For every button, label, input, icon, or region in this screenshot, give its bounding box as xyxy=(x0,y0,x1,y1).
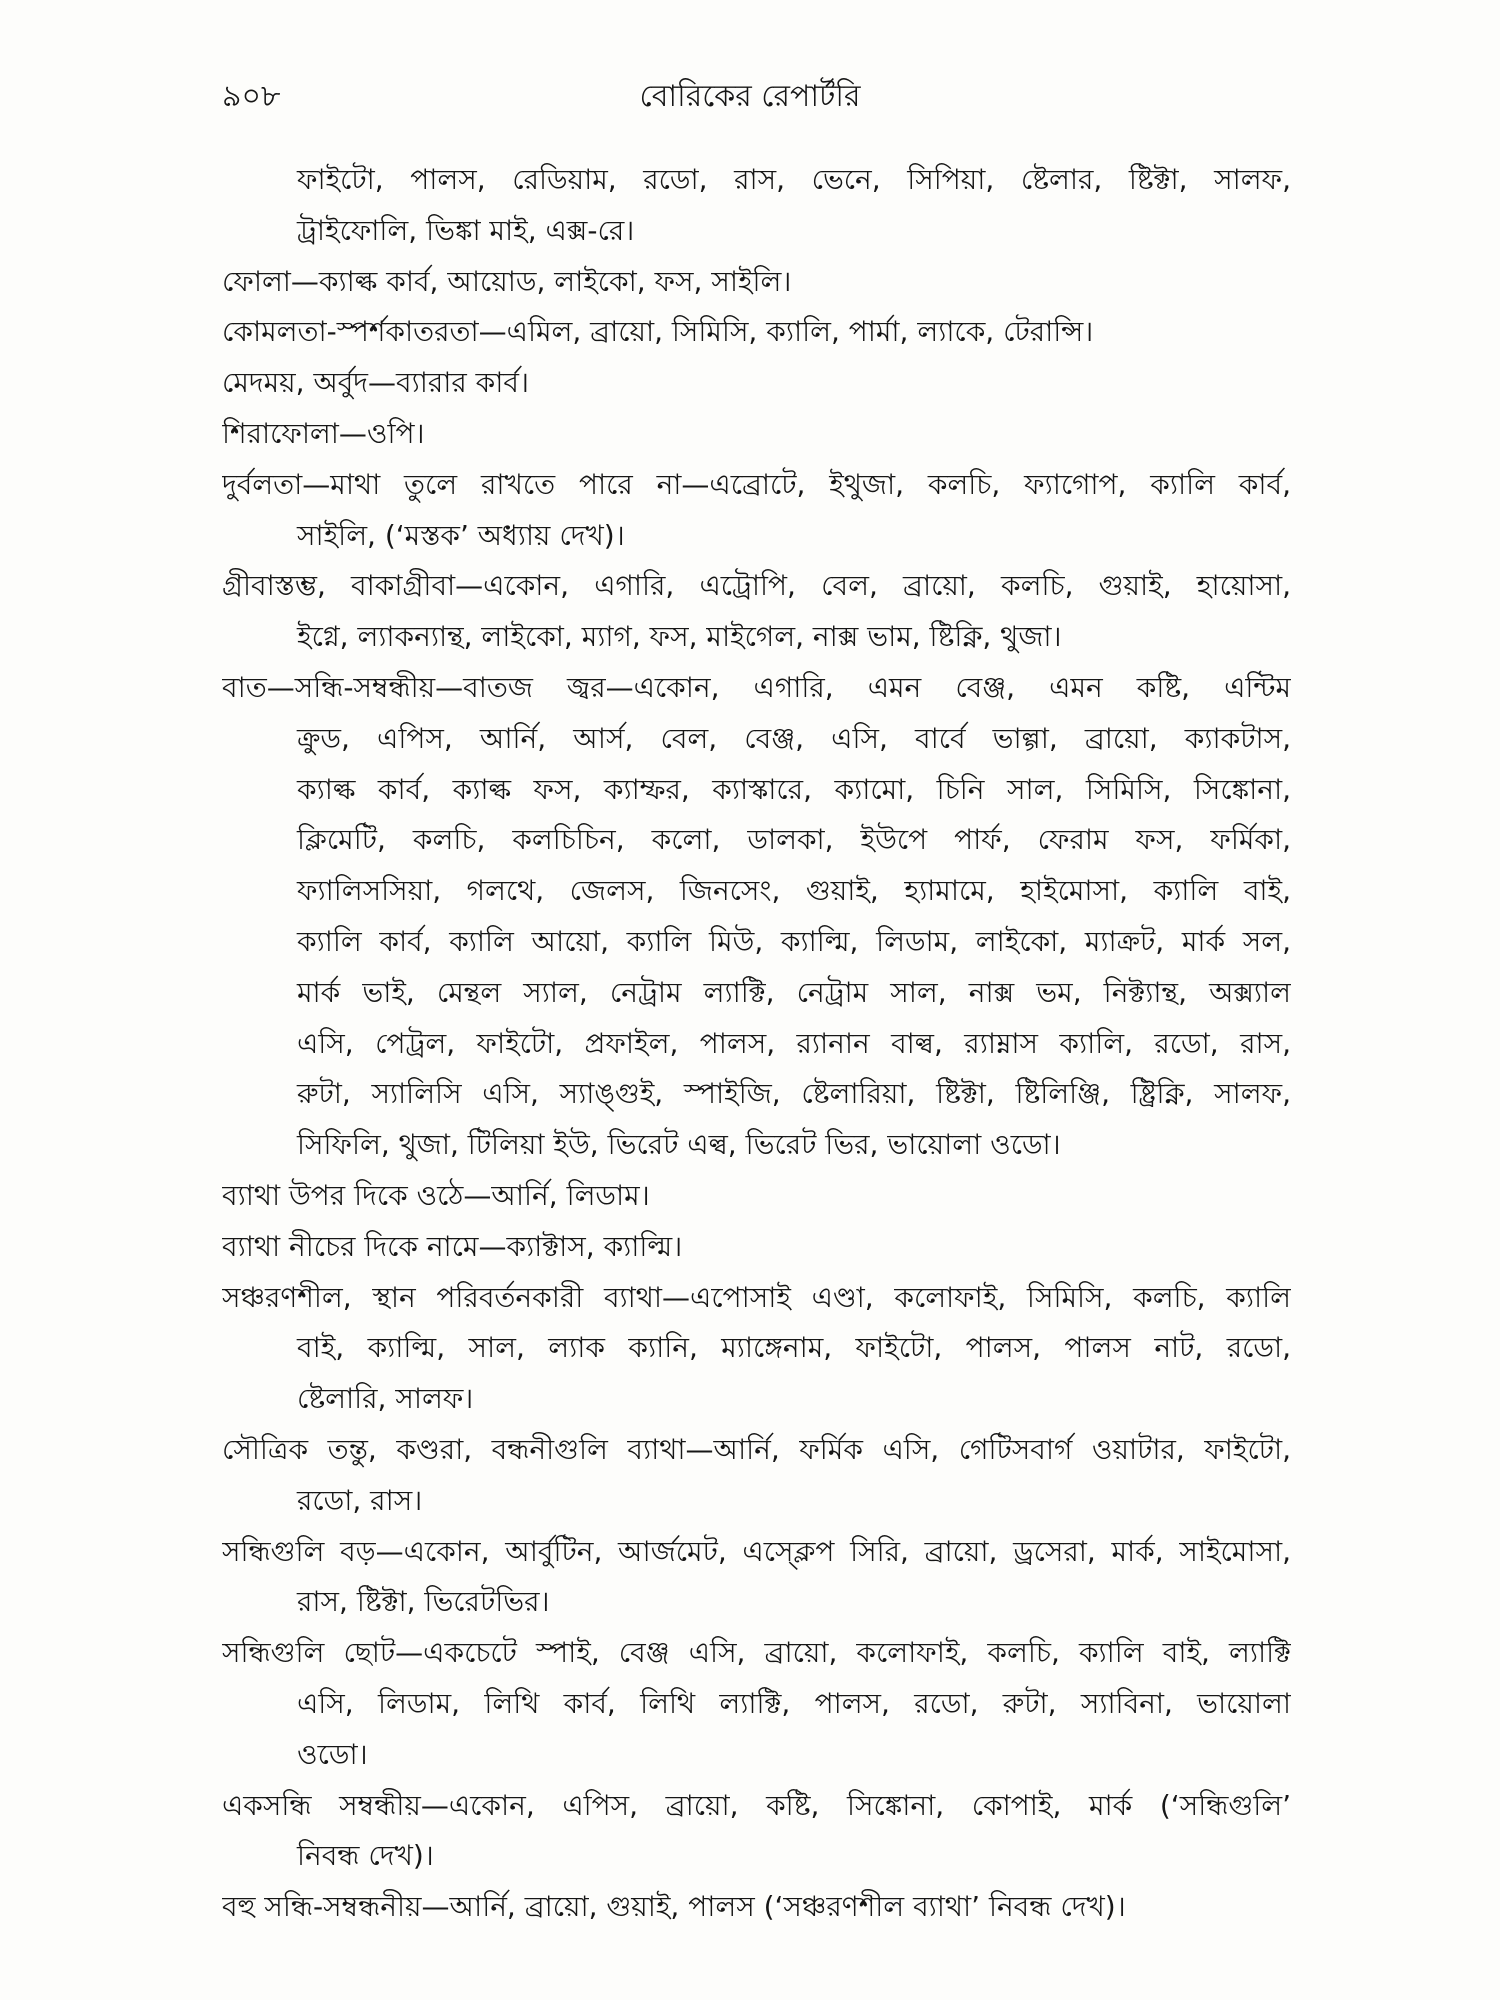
entry-line: ফ্যালিসসিয়া, গলথে, জেলস, জিনসেং, গুয়াই, হ্যামামে, হাইমোসা, ক্যালি বাই, xyxy=(297,874,1291,908)
entry-line: গ্রীবাস্তম্ভ, বাকাগ্রীবা—একোন, এগারি, এট্রোপি, বেল, ব্রায়ো, কলচি, গুয়াই, হায়োসা, xyxy=(222,569,1291,603)
repertory-entry xyxy=(222,155,1291,257)
entry-line: ফাইটো, পালস, রেডিয়াম, রডো, রাস, ভেনে, সিপিয়া, ষ্টেলার, ষ্টিক্টা, সালফ, xyxy=(297,163,1291,196)
repertory-entry xyxy=(222,257,1291,308)
repertory-entry xyxy=(222,1628,1291,1780)
repertory-entry xyxy=(222,1273,1291,1425)
entry-line: এসি, লিডাম, লিথি কার্ব, লিথি ল্যাক্টি, পালস, রডো, রুটা, স্যাবিনা, ভায়োলা xyxy=(297,1686,1291,1720)
repertory-entry xyxy=(222,409,1291,460)
entry-line: ষ্টেলারি, সালফ। xyxy=(297,1382,474,1416)
entry-line: একসন্ধি সম্বন্ধীয়—একোন, এপিস, ব্রায়ো, কষ্টি, সিঙ্কোনা, কোপাই, মার্ক (‘সন্ধিগুলি’ xyxy=(222,1788,1291,1822)
repertory-entry xyxy=(222,1781,1291,1883)
entry-line: সন্ধিগুলি বড়—একোন, আর্বুটিন, আর্জমেট, এস্ক্লেপ সিরি, ব্রায়ো, ড্রসেরা, মার্ক, সাইমোসা, xyxy=(222,1534,1291,1568)
entry-line: ফোলা—ক্যাল্ক কার্ব, আয়োড, লাইকো, ফস, সাইলি। xyxy=(222,264,792,298)
repertory-entry xyxy=(222,561,1291,663)
entry-line: ব্যাথা উপর দিকে ওঠে—আর্নি, লিডাম। xyxy=(222,1178,650,1212)
entry-line: সিফিলি, থুজা, টিলিয়া ইউ, ভিরেট এল্ব, ভিরেট ভির, ভায়োলা ওডো। xyxy=(297,1128,1061,1162)
page-number: ৯০৮ xyxy=(222,79,281,114)
repertory-entry xyxy=(222,1171,1291,1222)
entry-line: রডো, রাস। xyxy=(297,1483,423,1517)
entry-line: মার্ক ভাই, মেন্থল স্যাল, নেট্রাম ল্যাক্টি, নেট্রাম সাল, নাক্স ভম, নিক্ট্যান্থ, অক্স্যাল xyxy=(297,975,1291,1009)
entry-line: শিরাফোলা—ওপি। xyxy=(222,416,425,450)
entry-line: সন্ধিগুলি ছোট—একচেটে স্পাই, বেঞ্জ এসি, ব্রায়ো, কলোফাই, কলচি, ক্যালি বাই, ল্যাক্টি xyxy=(222,1636,1291,1670)
entry-line: বাই, ক্যাল্মি, সাল, ল্যাক ক্যানি, ম্যাঙ্গেনাম, ফাইটো, পালস, পালস নাট, রডো, xyxy=(297,1331,1291,1365)
entry-line: ইগ্নে, ল্যাকন্যান্থ, লাইকো, ম্যাগ, ফস, মাইগেল, নাক্স ভাম, ষ্টিক্নি, থুজা। xyxy=(297,620,1062,654)
entry-line: বহু সন্ধি-সম্বন্ধনীয়—আর্নি, ব্রায়ো, গুয়াই, পালস (‘সঞ্চরণশীল ব্যাথা’ নিবন্ধ দেখ)। xyxy=(222,1890,1126,1924)
repertory-entry xyxy=(222,663,1291,1171)
entry-line: ওডো। xyxy=(297,1737,368,1771)
entry-line: সঞ্চরণশীল, স্থান পরিবর্তনকারী ব্যাথা—এপোসাই এণ্ডা, কলোফাই, সিমিসি, কলচি, ক্যালি xyxy=(222,1280,1291,1314)
running-title: বোরিকের রেপার্টরি xyxy=(639,79,861,114)
entry-line: এসি, পেট্রল, ফাইটো, প্রফাইল, পালস, র‍্যানান বাল্ব, র‍্যাম্নাস ক্যালি, রডো, রাস, xyxy=(297,1026,1291,1060)
entry-line: মেদময়, অর্বুদ—ব্যারার কার্ব। xyxy=(222,366,529,400)
entry-line: ক্যাল্ক কার্ব, ক্যাল্ক ফস, ক্যাম্ফর, ক্যাস্কারে, ক্যামো, চিনি সাল, সিমিসি, সিঙ্কোনা, xyxy=(297,772,1291,806)
repertory-entry xyxy=(222,358,1291,409)
entry-line: নিবন্ধ দেখ)। xyxy=(297,1839,434,1873)
entry-line: কোমলতা-স্পর্শকাতরতা—এমিল, ব্রায়ো, সিমিসি, ক্যালি, পার্মা, ল্যাকে, টেরান্সি। xyxy=(222,315,1094,349)
repertory-entry xyxy=(222,1222,1291,1273)
entry-line: ক্রুড, এপিস, আর্নি, আর্স, বেল, বেঞ্জ, এসি, বার্বে ভাল্গা, ব্রায়ো, ক্যাকটাস, xyxy=(297,721,1291,755)
repertory-entry xyxy=(222,307,1291,358)
entry-line: রুটা, স্যালিসি এসি, স্যাঙ্গুই, স্পাইজি, ষ্টেলারিয়া, ষ্টিক্টা, ষ্টিলিঞ্জি, ষ্ট্রিক্নি, সালফ, xyxy=(297,1077,1291,1111)
entry-line: সাইলি, (‘মস্তক’ অধ্যায় দেখ)। xyxy=(297,518,625,552)
entry-line: ট্রাইফোলি, ভিঙ্কা মাই, এক্স-রে। xyxy=(297,213,635,247)
entry-line: দুর্বলতা—মাথা তুলে রাখতে পারে না—এব্রোটে, ইথুজা, কলচি, ফ্যাগোপ, ক্যালি কার্ব, xyxy=(222,467,1291,501)
repertory-text xyxy=(222,155,1291,1933)
entry-line: ক্যালি কার্ব, ক্যালি আয়ো, ক্যালি মিউ, ক্যাল্মি, লিডাম, লাইকো, ম্যাক্রট, মার্ক সল, xyxy=(297,924,1291,958)
entry-line: রাস, ষ্টিক্টা, ভিরেটভির। xyxy=(297,1585,550,1619)
repertory-entry xyxy=(222,1882,1291,1933)
repertory-entry xyxy=(222,460,1291,562)
entry-line: বাত—সন্ধি-সম্বন্ধীয়—বাতজ জ্বর—একোন, এগারি, এমন বেঞ্জ, এমন কষ্টি, এন্টিম xyxy=(222,670,1291,704)
entry-line: সৌত্রিক তন্তু, কণ্ডরা, বন্ধনীগুলি ব্যাথা—আর্নি, ফর্মিক এসি, গেটিসবার্গ ওয়াটার, ফাইটো, xyxy=(222,1432,1291,1466)
entry-line: ক্লিমেটি, কলচি, কলচিচিন, কলো, ডালকা, ইউপে পার্ফ, ফেরাম ফস, ফর্মিকা, xyxy=(297,823,1291,857)
repertory-entry xyxy=(222,1425,1291,1527)
entry-line: ব্যাথা নীচের দিকে নামে—ক্যাক্টাস, ক্যাল্মি। xyxy=(222,1229,683,1263)
repertory-entry xyxy=(222,1527,1291,1629)
